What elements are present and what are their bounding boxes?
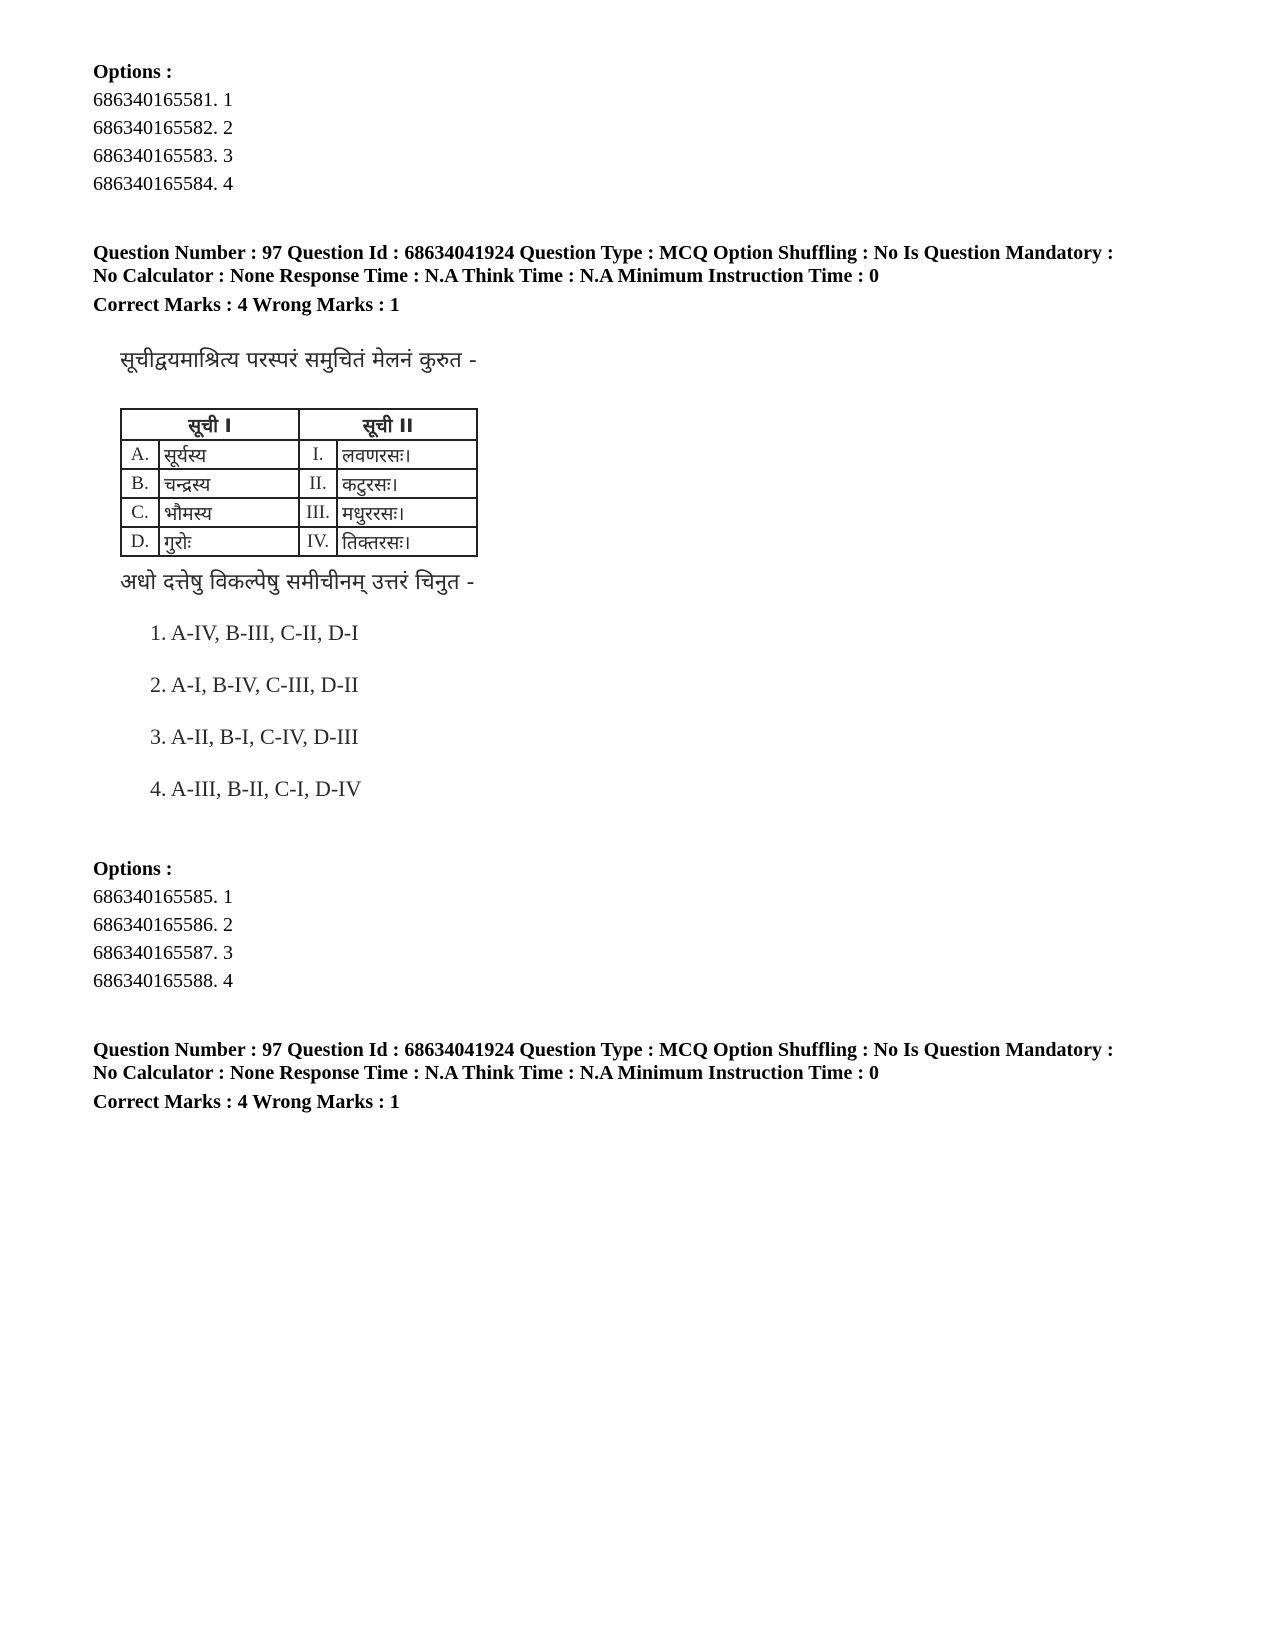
answer-choice: 4. A-III, B-II, C-I, D-IV [150,776,362,801]
table-row [121,527,477,556]
question-marks: Correct Marks : 4 Wrong Marks : 1 [93,1091,400,1113]
table-cell: गुरोः [159,527,299,556]
table-cell: सूर्यस्य [159,440,299,469]
table-cell: C. [121,498,159,527]
option-item: 686340165583. 3 [93,145,233,167]
option-item: 686340165588. 4 [93,970,233,992]
table-cell: I. [299,440,337,469]
question-meta-line: Question Number : 97 Question Id : 68634041924 Question Type : MCQ Option Shuffling : No Is Question Mandatory : [93,1039,1114,1061]
answer-choice: 3. A-II, B-I, C-IV, D-III [150,724,359,749]
table-header: सूची II [299,409,477,440]
option-item: 686340165581. 1 [93,89,233,111]
question-image [112,340,712,840]
choose-instruction: अधो दत्तेषु विकल्पेषु समीचीनम् उत्तरं चिनुत - [120,570,475,595]
options-label: Options : [93,858,173,880]
answer-choice: 1. A-IV, B-III, C-II, D-I [150,620,359,645]
table-cell: IV. [299,527,337,556]
table-cell: लवणरसः। [337,440,477,469]
table-cell: II. [299,469,337,498]
table-cell: चन्द्रस्य [159,469,299,498]
table-header-row [121,409,477,440]
question-meta-line: No Calculator : None Response Time : N.A Think Time : N.A Minimum Instruction Time : 0 [93,1062,879,1084]
table-row [121,498,477,527]
table-cell: A. [121,440,159,469]
question-meta-line: No Calculator : None Response Time : N.A Think Time : N.A Minimum Instruction Time : 0 [93,265,879,287]
table-cell: B. [121,469,159,498]
answer-choice: 2. A-I, B-IV, C-III, D-II [150,672,359,697]
match-table [120,408,478,557]
table-row [121,440,477,469]
option-item: 686340165585. 1 [93,886,233,908]
table-row [121,469,477,498]
question-instruction: सूचीद्वयमाश्रित्य परस्परं समुचितं मेलनं कुरुत - [120,348,477,373]
table-cell: मधुररसः। [337,498,477,527]
option-item: 686340165582. 2 [93,117,233,139]
option-item: 686340165587. 3 [93,942,233,964]
table-cell: D. [121,527,159,556]
table-cell: तिक्तरसः। [337,527,477,556]
question-meta-line: Question Number : 97 Question Id : 68634041924 Question Type : MCQ Option Shuffling : No Is Question Mandatory : [93,242,1114,264]
table-cell: III. [299,498,337,527]
options-label: Options : [93,61,173,83]
option-item: 686340165586. 2 [93,914,233,936]
table-cell: भौमस्य [159,498,299,527]
table-header: सूची I [121,409,299,440]
option-item: 686340165584. 4 [93,173,233,195]
question-marks: Correct Marks : 4 Wrong Marks : 1 [93,294,400,316]
table-cell: कटुरसः। [337,469,477,498]
